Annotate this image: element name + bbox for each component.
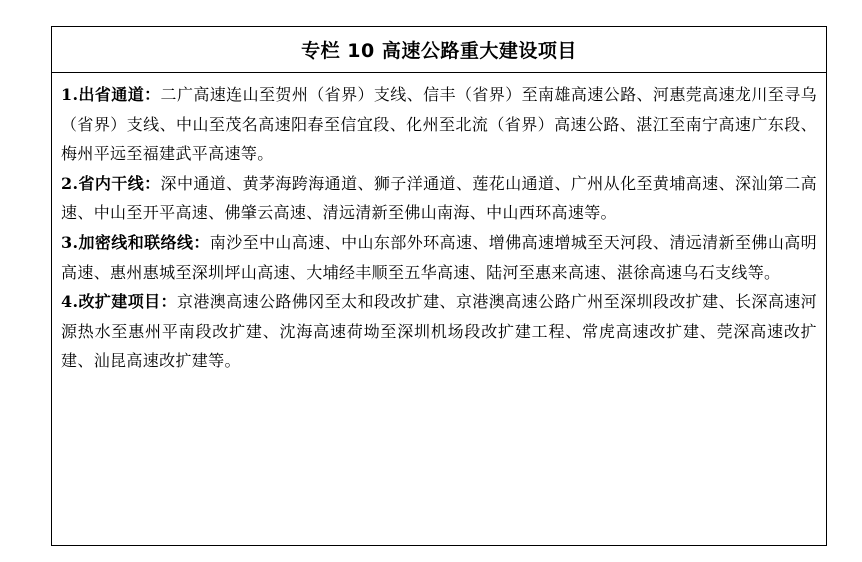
item-text: 南沙至中山高速、中山东部外环高速、增佛高速增城至天河段、清远清新至佛山高明高速、惠州惠城至深圳坪山高速、大埔经丰顺至五华高速、陆河至惠来高速、湛徐高速乌石支线等。: [61, 232, 817, 282]
item-expansion-projects: [61, 287, 817, 376]
item-outbound-channels: [61, 80, 817, 169]
item-label: 4.改扩建项目：: [61, 292, 177, 312]
item-text: 深中通道、黄茅海跨海通道、狮子洋通道、莲花山通道、广州从化至黄埔高速、深汕第二高速、中山至开平高速、佛肇云高速、清远清新至佛山南海、中山西环高速等。: [61, 173, 817, 223]
item-label: 1.出省通道：: [61, 85, 161, 104]
item-text: 京港澳高速公路佛冈至太和段改扩建、京港澳高速公路广州至深圳段改扩建、长深高速河源热水至惠州平南段改扩建、沈海高速荷坳至深圳机场段改扩建工程、常虎高速改扩建、莞深高速改扩建、汕昆高速改扩建等。: [61, 292, 817, 371]
project-table: [51, 26, 827, 546]
item-label: 3.加密线和联络线：: [61, 232, 210, 252]
table-title: 专栏 10 高速公路重大建设项目: [52, 27, 826, 73]
item-text: 二广高速连山至贺州（省界）支线、信丰（省界）至南雄高速公路、河惠莞高速龙川至寻乌（省界）支线、中山至茂名高速阳春至信宜段、化州至北流（省界）高速公路、湛江至南宁高速广东段、梅州平远至福建武平高速等。: [61, 85, 817, 164]
table-content: [52, 73, 826, 376]
item-label: 2.省内干线：: [61, 173, 161, 193]
item-connecting-lines: [61, 228, 817, 287]
item-provincial-trunk-lines: [61, 169, 817, 228]
